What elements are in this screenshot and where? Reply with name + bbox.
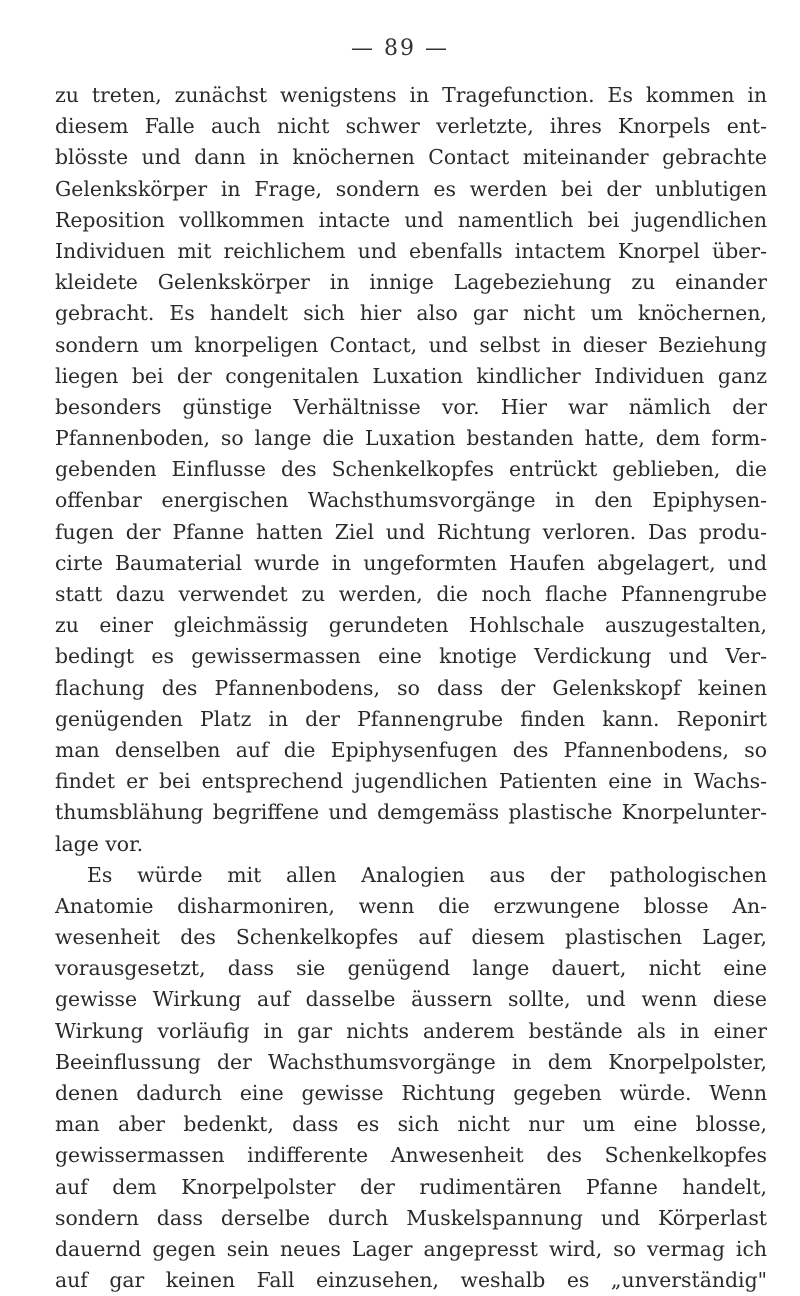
text-line: lage vor. [55, 831, 144, 856]
text-line: sondern dass derselbe durch Muskelspannung und Körperlast [55, 1205, 767, 1230]
text-line: man aber bedenkt, dass es sich nicht nur um eine blosse, [55, 1112, 767, 1137]
body-text [55, 80, 767, 1296]
text-line: Wirkung vorläufig in gar nichts anderem bestände als in einer [55, 1018, 767, 1043]
text-line: Reposition vollkommen intacte und namentlich bei jugendlichen [55, 207, 767, 232]
text-line: Gelenkskörper in Frage, sondern es werden bei der unblutigen [55, 176, 767, 201]
text-line: sondern um knorpeligen Contact, und selbst in dieser Beziehung [55, 332, 767, 357]
text-line: Pfannenboden, so lange die Luxation bestanden hatte, dem form- [55, 426, 767, 451]
text-line: gewisse Wirkung auf dasselbe äussern sollte, und wenn diese [55, 987, 767, 1012]
text-line: auf dem Knorpelpolster der rudimentären Pfanne handelt, [55, 1174, 767, 1199]
text-line: gebenden Einflusse des Schenkelkopfes entrückt geblieben, die [55, 457, 767, 482]
paragraph [55, 80, 767, 860]
text-line: fugen der Pfanne hatten Ziel und Richtung verloren. Das produ- [55, 519, 767, 544]
text-line: besonders günstige Verhältnisse vor. Hier war nämlich der [55, 394, 767, 419]
text-line: Individuen mit reichlichem und ebenfalls intactem Knorpel über- [55, 238, 767, 263]
text-line: Anatomie disharmoniren, wenn die erzwungene blosse An- [55, 893, 767, 918]
text-line: blösste und dann in knöchernen Contact miteinander gebrachte [55, 145, 767, 170]
text-line: liegen bei der congenitalen Luxation kindlicher Individuen ganz [55, 363, 767, 388]
text-line: dauernd gegen sein neues Lager angepresst wird, so vermag ich [55, 1236, 767, 1261]
text-line: Es würde mit allen Analogien aus der pathologischen [87, 862, 767, 887]
text-line: denen dadurch eine gewisse Richtung gegeben würde. Wenn [55, 1081, 767, 1105]
text-line: Beeinflussung der Wachsthumsvorgänge in dem Knorpelpolster, [55, 1049, 767, 1074]
text-line: thumsblähung begriffene und demgemäss plastische Knorpelunter- [55, 800, 767, 825]
text-line: cirte Baumaterial wurde in ungeformten Haufen abgelagert, und [55, 550, 767, 575]
page-number: — 89 — [351, 36, 449, 61]
text-line: auf gar keinen Fall einzusehen, weshalb es „unverständig" [55, 1268, 767, 1293]
text-line: kleidete Gelenkskörper in innige Lagebeziehung zu einander [55, 270, 767, 295]
text-line: offenbar energischen Wachsthumsvorgänge in den Epiphysen- [55, 488, 767, 513]
text-line: man denselben auf die Epiphysenfugen des Pfannenbodens, so [55, 737, 767, 762]
text-line: gewissermassen indifferente Anwesenheit des Schenkelkopfes [55, 1143, 767, 1168]
text-line: statt dazu verwendet zu werden, die noch flache Pfannengrube [55, 582, 767, 606]
text-line: gebracht. Es handelt sich hier also gar nicht um knöchernen, [55, 301, 767, 326]
text-line: zu treten, zunächst wenigstens in Tragefunction. Es kommen in [55, 83, 767, 107]
text-line: zu einer gleichmässig gerundeten Hohlschale auszugestalten, [55, 613, 767, 638]
text-line: flachung des Pfannenbodens, so dass der Gelenkskopf keinen [55, 675, 767, 700]
paragraph [55, 860, 767, 1296]
text-line: vorausgesetzt, dass sie genügend lange dauert, nicht eine [55, 956, 767, 981]
text-line: diesem Falle auch nicht schwer verletzte, ihres Knorpels ent- [55, 114, 767, 139]
text-line: findet er bei entsprechend jugendlichen Patienten eine in Wachs- [55, 769, 767, 794]
text-line: genügenden Platz in der Pfannengrube finden kann. Reponirt [55, 706, 767, 731]
text-line: bedingt es gewissermassen eine knotige Verdickung und Ver- [55, 644, 767, 669]
text-line: wesenheit des Schenkelkopfes auf diesem plastischen Lager, [55, 925, 767, 950]
